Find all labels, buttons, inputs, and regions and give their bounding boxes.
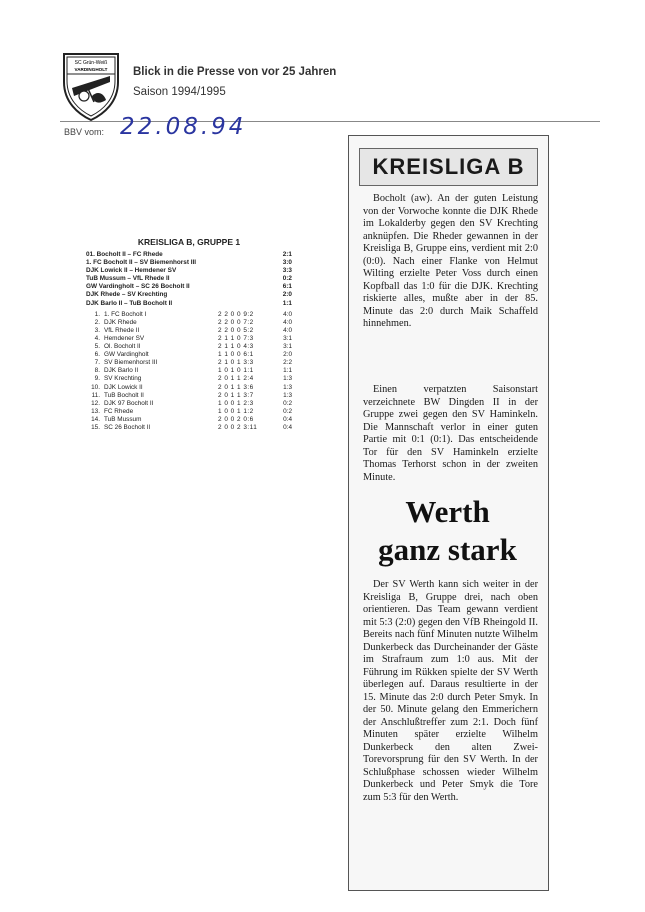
logo-text-top: SC Grün-Weiß <box>74 60 108 66</box>
table-stats: 2 0 1 1 3:6 <box>218 383 254 391</box>
table-team: VfL Rhede II <box>104 326 140 334</box>
table-team: TuB Mussum <box>104 415 142 423</box>
table-row <box>86 416 292 424</box>
article-paragraph-3 <box>363 579 538 804</box>
result-score: 0:2 <box>282 275 292 283</box>
article-text-1: Bocholt (aw). An der guten Leistung von der Vorwoche konnte die DJK Rhede im Lokalderby gegen den SV Krechting anknüpfen. Die Rheder gewannen in der Kreisliga B, Gruppe eins, verdient mit 2:0 (0:0). Nach einer Flanke von Helmut Wilting erzielte Peter Voss durch einen Kopfball das 1:0 für die DJK. Krechting riskierte alles, mußte aber in der 85. Minute das 2:0 durch Maik Schaffeld hinnehmen. <box>363 193 538 329</box>
table-row <box>86 400 292 408</box>
result-match: GW Vardingholt – SC 26 Bocholt II <box>86 283 190 291</box>
table-row <box>86 392 292 400</box>
table-rank: 15. <box>91 423 100 431</box>
table-stats: 2 2 0 0 5:2 <box>218 326 254 334</box>
table-stats: 2 1 0 1 3:3 <box>218 359 254 367</box>
standings-clipping <box>86 237 292 432</box>
table-rank: 2. <box>94 318 100 326</box>
table-points: 0:2 <box>283 399 292 407</box>
table-rank: 4. <box>94 334 100 342</box>
result-match: DJK Barlo II – TuB Bocholt II <box>86 299 173 307</box>
table-rank: 8. <box>94 367 100 375</box>
results-list <box>86 251 292 308</box>
article-text-3: Der SV Werth kann sich weiter in der Kreisliga B, Gruppe drei, nach oben orientieren. Das Team gewann verdient mit 5:3 (2:0) gegen den VfB Rheingold II. Bereits nach fünf Minuten nutzte Wilhelm Dunkerbeck das Durcheinander der Gäste im Strafraum zum 1:0 aus. Mit der Führung im Rükken spielte der SV Werth überlegen auf. Daraus resultierte in der 15. Minute das 2:0 durch Peter Smyk. In der 50. Minute gelang den Emmerichern der Anschlußtreffer zum 2:1. Doch fünf Minuten später erzielte Wilhelm Dunkerbeck den alten Zwei-Torevorsprung für den SV Werth. In der Schlußphase schossen wieder Wilhelm Dunkerbeck und Peter Smyk die Tore zum 5:3 für den Werth. <box>363 579 538 803</box>
result-score: 2:1 <box>282 251 292 258</box>
table-team: DJK 97 Bocholt II <box>104 399 154 407</box>
result-match: DJK Lowick II – Hemdener SV <box>86 267 177 275</box>
table-row <box>86 319 292 327</box>
sub-heading-line-2: ganz stark <box>378 532 517 567</box>
table-row <box>86 424 292 432</box>
table-team: DJK Barlo II <box>104 367 139 375</box>
logo-text-bottom: VARDINGHOLT <box>74 67 108 72</box>
result-score: 3:0 <box>282 259 292 267</box>
table-rank: 5. <box>94 343 100 351</box>
table-team: Ol. Bocholt II <box>104 343 141 351</box>
table-rank: 3. <box>94 326 100 334</box>
result-match: DJK Rhede – SV Krechting <box>86 291 168 299</box>
sub-heading-line-1: Werth <box>405 494 490 529</box>
table-team: DJK Rhede <box>104 318 137 326</box>
table-team: TuB Bocholt II <box>104 391 144 399</box>
article-paragraph-2 <box>363 384 538 484</box>
table-points: 3:1 <box>283 334 292 342</box>
result-row <box>86 267 292 275</box>
table-points: 4:0 <box>283 326 292 334</box>
table-stats: 1 0 0 1 2:3 <box>218 399 254 407</box>
table-rank: 11. <box>91 391 100 399</box>
result-row <box>86 300 292 308</box>
table-team: GW Vardingholt <box>104 351 149 359</box>
article-text-2: Einen verpatzten Saisonstart verzeichnete BW Dingden II in der Gruppe zwei gegen den SV Haminkeln. Die Mannschaft verlor in einer guten Partie mit 0:1 (0:1). Das entscheidende Tor für den SV Haminkeln erzielte Thomas Terhorst schon in der zweiten Minute. <box>363 384 538 483</box>
table-row <box>86 408 292 416</box>
table-rank: 10. <box>91 383 100 391</box>
table-stats: 2 2 0 0 7:2 <box>218 318 254 326</box>
table-team: DJK Lowick II <box>104 383 143 391</box>
table-points: 1:3 <box>283 383 292 391</box>
table-stats: 2 0 1 1 3:7 <box>218 391 254 399</box>
source-date: 22.08.94 <box>120 114 247 140</box>
table-stats: 1 1 0 0 6:1 <box>218 351 254 359</box>
table-team: SV Krechting <box>104 375 142 383</box>
table-row <box>86 375 292 383</box>
result-match: 01. Bocholt II – FC Rhede <box>86 251 163 258</box>
table-stats: 2 1 1 0 7:3 <box>218 334 254 342</box>
table-points: 1:3 <box>283 375 292 383</box>
result-score: 6:1 <box>282 283 292 291</box>
table-points: 1:3 <box>283 391 292 399</box>
result-row <box>86 291 292 299</box>
table-points: 2:0 <box>283 351 292 359</box>
table-points: 2:2 <box>283 359 292 367</box>
table-points: 0:4 <box>283 423 292 431</box>
table-team: SV Biemenhorst III <box>104 359 158 367</box>
table-rank: 9. <box>94 375 100 383</box>
table-row <box>86 384 292 392</box>
table-team: 1. FC Bocholt I <box>104 310 147 318</box>
table-points: 4:0 <box>283 310 292 318</box>
table-rank: 1. <box>94 310 100 318</box>
table-rank: 12. <box>91 399 100 407</box>
result-row <box>86 259 292 267</box>
table-team: SC 26 Bocholt II <box>104 423 151 431</box>
article-paragraph-1 <box>363 193 538 331</box>
table-points: 1:1 <box>283 367 292 375</box>
table-stats: 1 0 1 0 1:1 <box>218 367 254 375</box>
table-rank: 13. <box>91 407 100 415</box>
table-row <box>86 351 292 359</box>
table-points: 4:0 <box>283 318 292 326</box>
sub-heading <box>359 494 536 574</box>
result-match: 1. FC Bocholt II – SV Biemenhorst III <box>86 259 197 267</box>
table-row <box>86 311 292 319</box>
table-rank: 6. <box>94 351 100 359</box>
table-row <box>86 359 292 367</box>
table-stats: 2 0 1 1 2:4 <box>218 375 254 383</box>
article-heading: KREISLIGA B <box>372 154 525 179</box>
result-score: 2:0 <box>282 291 292 299</box>
source-label: BBV vom: <box>64 127 105 137</box>
table-stats: 2 0 0 2 0:6 <box>218 415 254 423</box>
table-rank: 14. <box>91 415 100 423</box>
table-stats: 2 1 1 0 4:3 <box>218 343 254 351</box>
page-title: Blick in die Presse von vor 25 Jahren <box>133 66 337 78</box>
table-team: Hemdener SV <box>104 334 145 342</box>
table-stats: 2 0 0 2 3:11 <box>218 423 258 431</box>
article-heading-box <box>359 148 538 186</box>
league-table <box>86 311 292 432</box>
result-row <box>86 275 292 283</box>
table-row <box>86 335 292 343</box>
club-logo-icon <box>60 52 122 122</box>
table-stats: 1 0 0 1 1:2 <box>218 407 254 415</box>
season-subtitle: Saison 1994/1995 <box>133 86 226 98</box>
article-clipping <box>348 135 549 891</box>
table-stats: 2 2 0 0 9:2 <box>218 310 254 318</box>
standings-title: KREISLIGA B, GRUPPE 1 <box>137 237 241 247</box>
result-match: TuB Mussum – VfL Rhede II <box>86 275 170 283</box>
table-team: FC Rhede <box>104 407 134 415</box>
table-points: 0:2 <box>283 407 292 415</box>
table-points: 0:4 <box>283 415 292 423</box>
table-row <box>86 367 292 375</box>
result-row <box>86 283 292 291</box>
table-row <box>86 327 292 335</box>
table-points: 3:1 <box>283 343 292 351</box>
result-row <box>86 251 292 259</box>
table-rank: 7. <box>94 359 100 367</box>
table-row <box>86 343 292 351</box>
result-score: 3:3 <box>282 267 292 275</box>
result-score: 1:1 <box>282 299 292 307</box>
